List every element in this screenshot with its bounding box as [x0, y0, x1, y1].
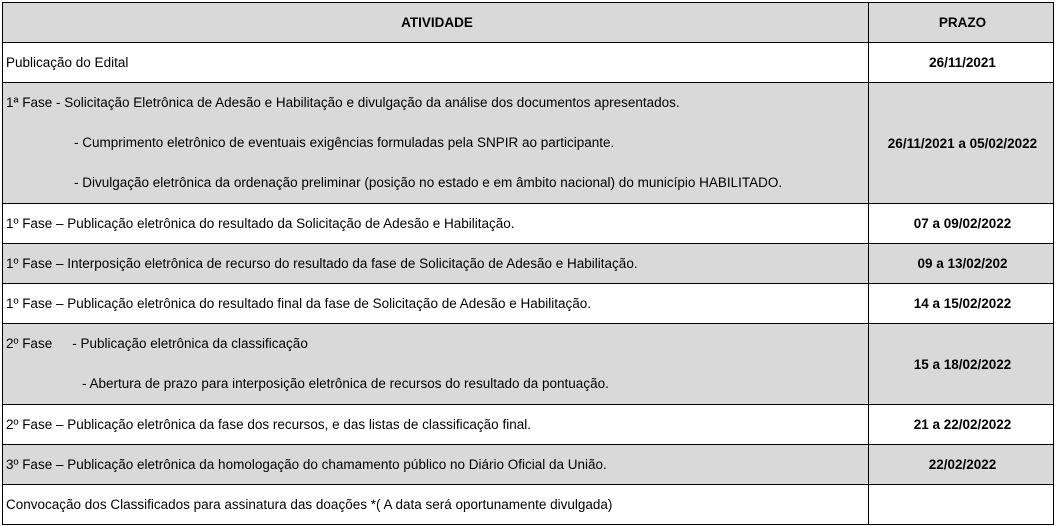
deadline-cell: 26/11/2021 a 05/02/2022 [869, 83, 1054, 204]
activity-subline: - Cumprimento eletrônico de eventuais exigências formuladas pela SNPIR ao participante. [74, 135, 615, 150]
activity-cell: 1º Fase – Publicação eletrônica do resultado da Solicitação de Adesão e Habilitação. [3, 204, 869, 244]
deadline-cell: 22/02/2022 [869, 445, 1054, 485]
deadline-header: PRAZO [869, 3, 1054, 43]
deadline-cell: 07 a 09/02/2022 [869, 204, 1054, 244]
activity-cell: 1º Fase – Interposição eletrônica de recurso do resultado da fase de Solicitação de Adesão e Habilitação. [3, 244, 869, 284]
table-row [3, 284, 1054, 324]
deadline-cell: 14 a 15/02/2022 [869, 284, 1054, 324]
activity-cell [3, 324, 869, 405]
table-row [3, 445, 1054, 485]
activity-line [6, 324, 868, 364]
activity-cell: Convocação dos Classificados para assinatura das doações *( A data será oportunamente divulgada) [3, 485, 869, 525]
activity-line: 1ª Fase - Solicitação Eletrônica de Adesão e Habilitação e divulgação da análise dos documentos apresentados. [6, 95, 680, 110]
deadline-cell: 09 a 13/02/202 [869, 244, 1054, 284]
deadline-cell: 15 a 18/02/2022 [869, 324, 1054, 405]
activity-subline: - Divulgação eletrônica da ordenação preliminar (posição no estado e em âmbito nacional) do município HABILITADO. [74, 175, 783, 190]
activity-subline: - Abertura de prazo para interposição eletrônica de recursos do resultado da pontuação. [82, 376, 609, 391]
table-row [3, 405, 1054, 445]
table-row [3, 485, 1054, 525]
deadline-cell [869, 485, 1054, 525]
table-row [3, 83, 1054, 204]
activity-cell: 2º Fase – Publicação eletrônica da fase dos recursos, e das listas de classificação final. [3, 405, 869, 445]
phase-label: 2º Fase [6, 336, 53, 351]
deadline-cell: 21 a 22/02/2022 [869, 405, 1054, 445]
table-row [3, 43, 1054, 83]
table-row [3, 244, 1054, 284]
table-row [3, 204, 1054, 244]
schedule-table [2, 2, 1054, 525]
activity-cell: 3º Fase – Publicação eletrônica da homologação do chamamento público no Diário Oficial da União. [3, 445, 869, 485]
deadline-cell: 26/11/2021 [869, 43, 1054, 83]
activity-cell: Publicação do Edital [3, 43, 869, 83]
activity-cell [3, 83, 869, 204]
activity-header: ATIVIDADE [3, 3, 869, 43]
table-row [3, 324, 1054, 405]
header-row [3, 3, 1054, 43]
activity-cell: 1º Fase – Publicação eletrônica do resultado final da fase de Solicitação de Adesão e Habilitação. [3, 284, 869, 324]
phase-step: - Publicação eletrônica da classificação [72, 336, 308, 351]
